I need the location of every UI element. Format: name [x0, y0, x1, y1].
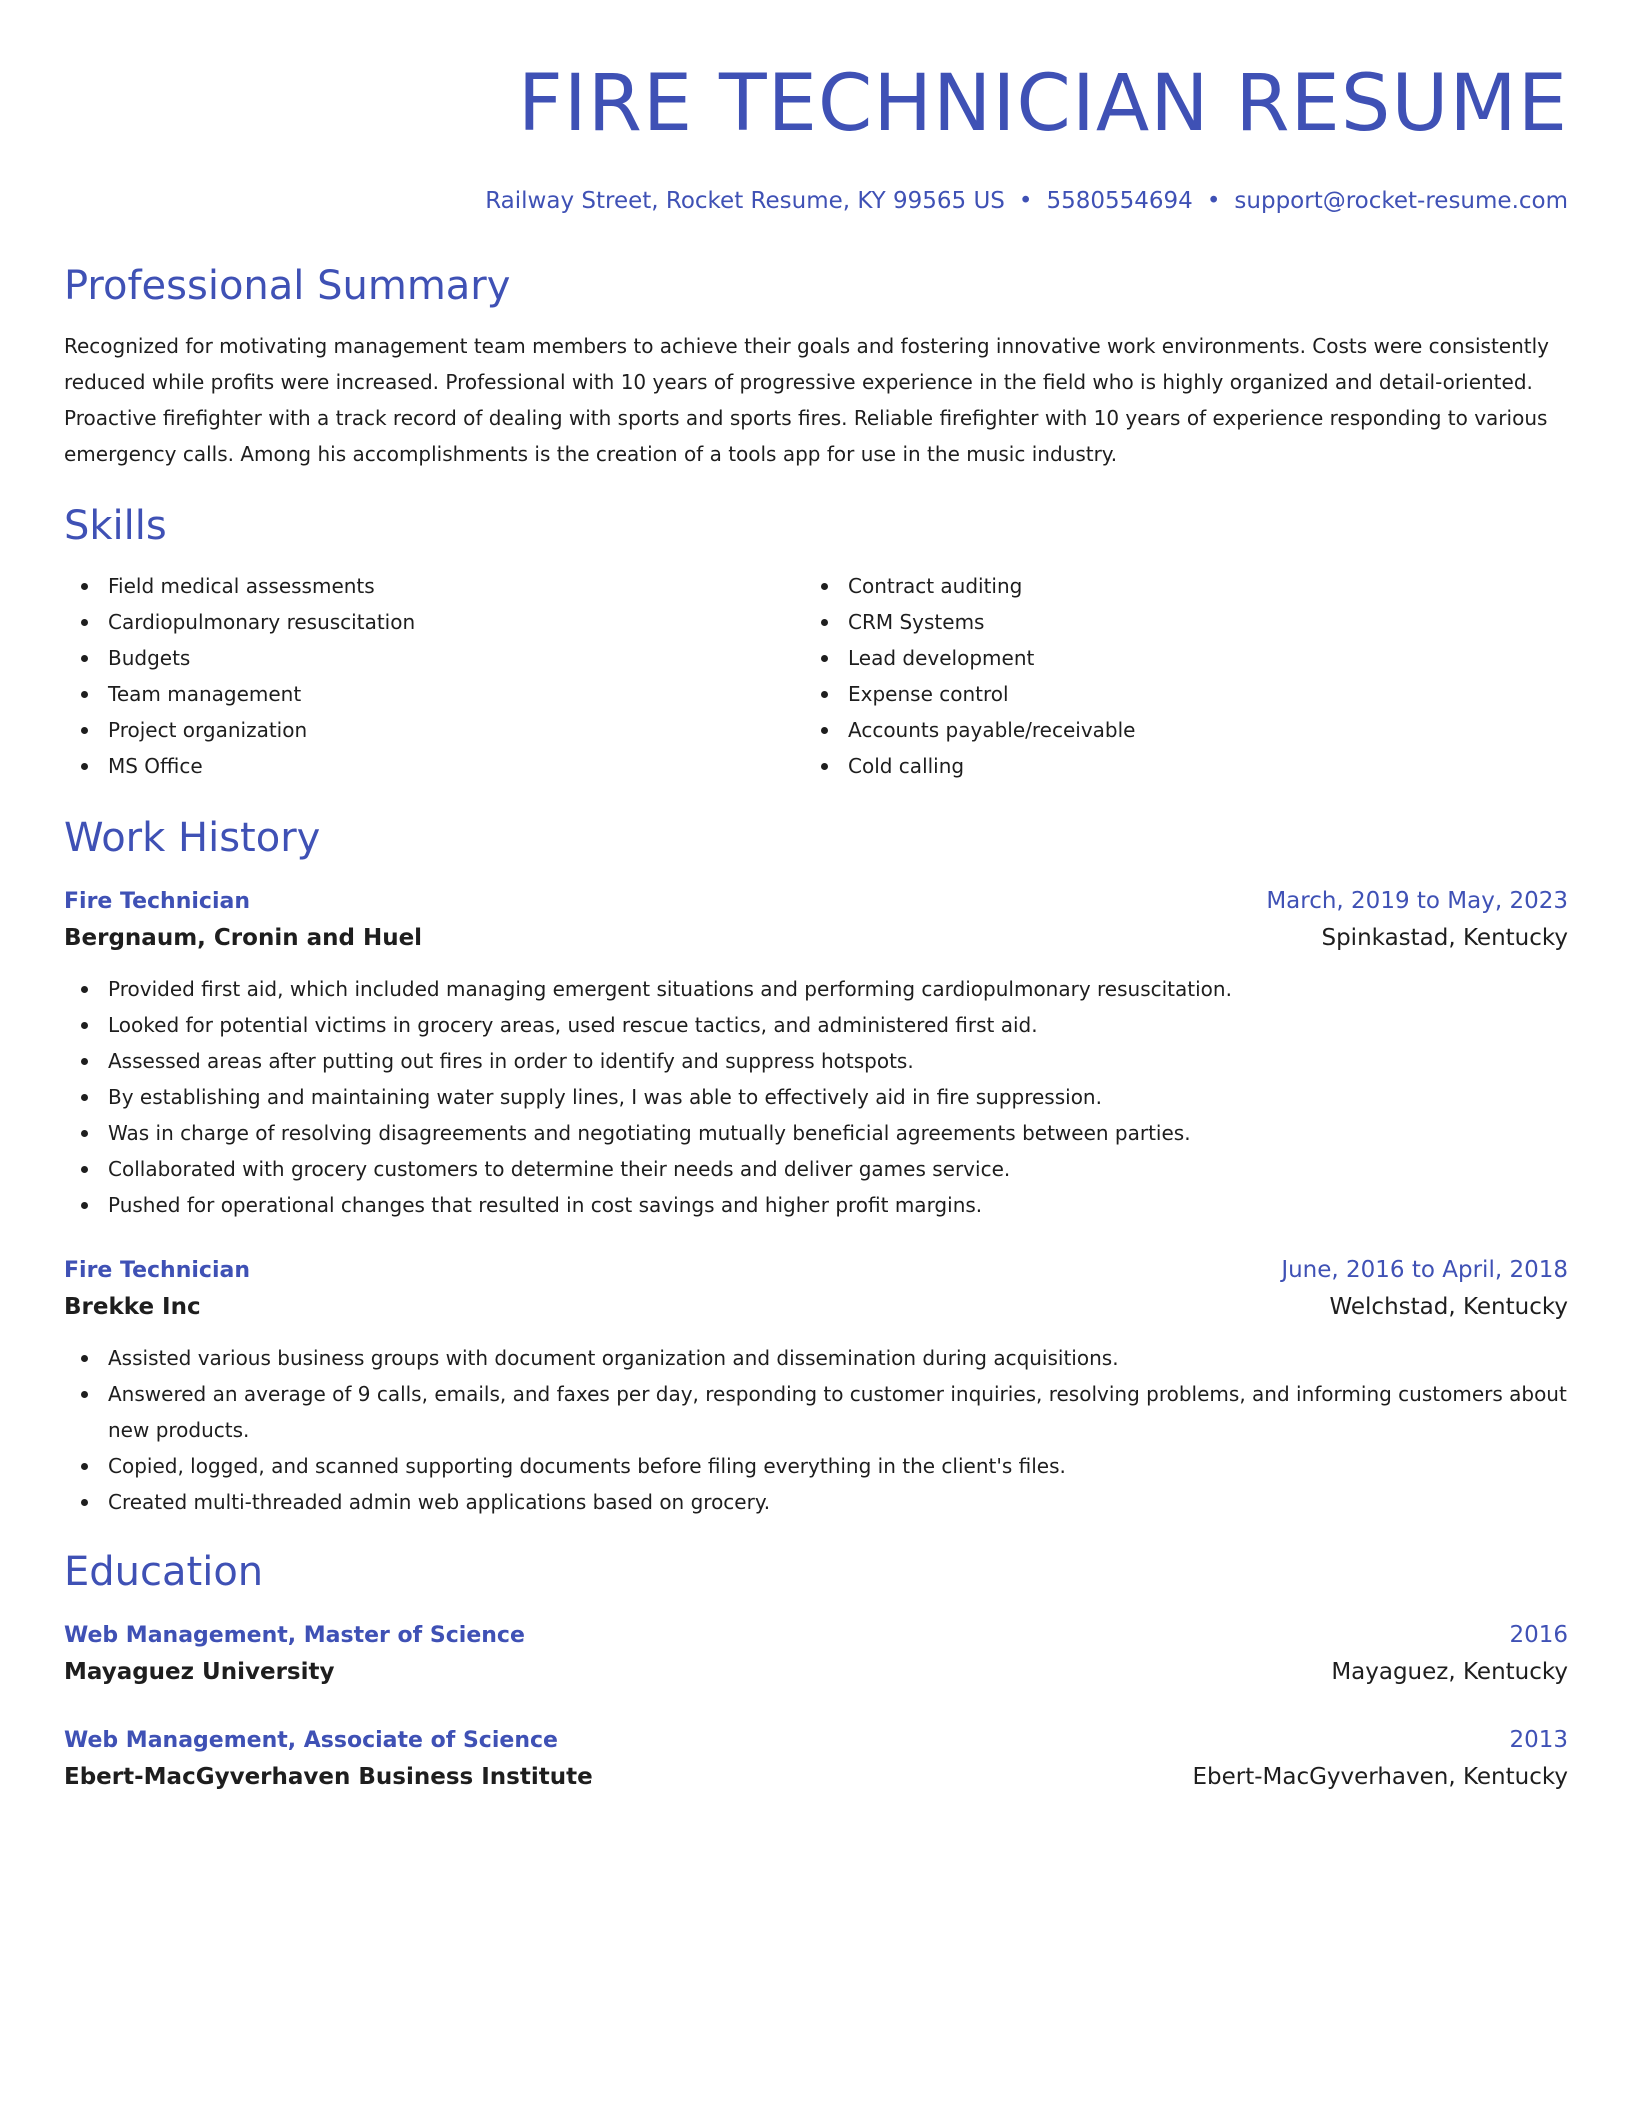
education-entry — [64, 1618, 1568, 1691]
skills-column-left — [64, 568, 804, 784]
skill-item: Field medical assessments — [64, 568, 804, 604]
job-bullet: Copied, logged, and scanned supporting documents before filing everything in the client's files. — [64, 1448, 1568, 1484]
job-bullet: Provided first aid, which included managing emergent situations and performing cardiopulmonary resuscitation. — [64, 971, 1568, 1007]
skill-item: CRM Systems — [804, 604, 1544, 640]
education-degree: Web Management, Master of Science — [64, 1623, 525, 1648]
work-entry — [64, 884, 1568, 1223]
skill-item: Budgets — [64, 640, 804, 676]
job-bullet: By establishing and maintaining water supply lines, I was able to effectively aid in fire suppression. — [64, 1079, 1568, 1115]
job-bullet: Assessed areas after putting out fires in order to identify and suppress hotspots. — [64, 1043, 1568, 1079]
education-year: 2013 — [1509, 1727, 1568, 1753]
education-entry — [64, 1723, 1568, 1796]
education-school: Mayaguez University — [64, 1659, 335, 1685]
skills-list — [64, 568, 1568, 784]
job-bullet: Pushed for operational changes that resulted in cost savings and higher profit margins. — [64, 1187, 1568, 1223]
job-dates: March, 2019 to May, 2023 — [1266, 888, 1568, 914]
job-bullet: Assisted various business groups with document organization and dissemination during acquisitions. — [64, 1340, 1568, 1376]
summary-heading: Professional Summary — [64, 263, 511, 309]
job-location: Welchstad, Kentucky — [1329, 1294, 1568, 1320]
education-degree: Web Management, Associate of Science — [64, 1728, 558, 1753]
job-bullet: Looked for potential victims in grocery areas, used rescue tactics, and administered first aid. — [64, 1007, 1568, 1043]
job-company: Bergnaum, Cronin and Huel — [64, 925, 423, 951]
job-dates: June, 2016 to April, 2018 — [1281, 1257, 1568, 1283]
skills-column-right — [804, 568, 1544, 784]
contact-separator: • — [1018, 188, 1033, 214]
resume-header — [64, 58, 1568, 216]
skill-item: Project organization — [64, 712, 804, 748]
contact-separator: • — [1206, 188, 1221, 214]
education-entry-bottom-row — [64, 1758, 1568, 1796]
resume-title: FIRE TECHNICIAN RESUME — [517, 59, 1568, 149]
job-role: Fire Technician — [64, 889, 251, 914]
work-entry — [64, 1253, 1568, 1520]
skill-item: Expense control — [804, 676, 1544, 712]
education-location: Mayaguez, Kentucky — [1331, 1659, 1568, 1685]
job-company: Brekke Inc — [64, 1294, 201, 1320]
summary-text: Recognized for motivating management team members to achieve their goals and fostering innovative work environments. Costs were consistently reduced while profits were increased. Professional with 10 years of progressive experience in the field who is highly organized and detail-oriented. Proactive firefighter with a track record of dealing with sports and sports fires. Reliable firefighter with 10 years of experience responding to various emergency calls. Among his accomplishments is the creation of a tools app for use in the music industry. — [64, 334, 1549, 466]
job-bullet: Was in charge of resolving disagreements and negotiating mutually beneficial agreements between parties. — [64, 1115, 1568, 1151]
contact-phone: 5580554694 — [1046, 188, 1193, 214]
contact-email[interactable]: support@rocket-resume.com — [1234, 188, 1568, 214]
skill-item: Lead development — [804, 640, 1544, 676]
education-heading: Education — [64, 1549, 264, 1595]
skill-item: Accounts payable/receivable — [804, 712, 1544, 748]
job-location: Spinkastad, Kentucky — [1321, 925, 1568, 951]
work-history-heading: Work History — [64, 815, 321, 861]
job-bullets — [64, 1340, 1568, 1520]
job-bullets — [64, 971, 1568, 1223]
contact-line — [64, 186, 1568, 216]
education-year: 2016 — [1509, 1622, 1568, 1648]
work-entry-top-row — [64, 1253, 1568, 1288]
skills-heading: Skills — [64, 503, 167, 549]
skill-item: Contract auditing — [804, 568, 1544, 604]
education-entry-bottom-row — [64, 1653, 1568, 1691]
work-entry-top-row — [64, 884, 1568, 919]
skill-item: Team management — [64, 676, 804, 712]
job-bullet: Answered an average of 9 calls, emails, and faxes per day, responding to customer inquiries, resolving problems, and informing customers about new products. — [64, 1376, 1568, 1448]
skill-item: Cardiopulmonary resuscitation — [64, 604, 804, 640]
skill-item: Cold calling — [804, 748, 1544, 784]
contact-address: Railway Street, Rocket Resume, KY 99565 US — [485, 188, 1005, 214]
work-entry-bottom-row — [64, 919, 1568, 957]
education-entry-top-row — [64, 1723, 1568, 1758]
education-entry-top-row — [64, 1618, 1568, 1653]
job-bullet: Collaborated with grocery customers to determine their needs and deliver games service. — [64, 1151, 1568, 1187]
education-school: Ebert-MacGyverhaven Business Institute — [64, 1764, 593, 1790]
job-role: Fire Technician — [64, 1258, 251, 1283]
work-entry-bottom-row — [64, 1288, 1568, 1326]
skill-item: MS Office — [64, 748, 804, 784]
job-bullet: Created multi-threaded admin web applications based on grocery. — [64, 1484, 1568, 1520]
education-location: Ebert-MacGyverhaven, Kentucky — [1192, 1764, 1568, 1790]
